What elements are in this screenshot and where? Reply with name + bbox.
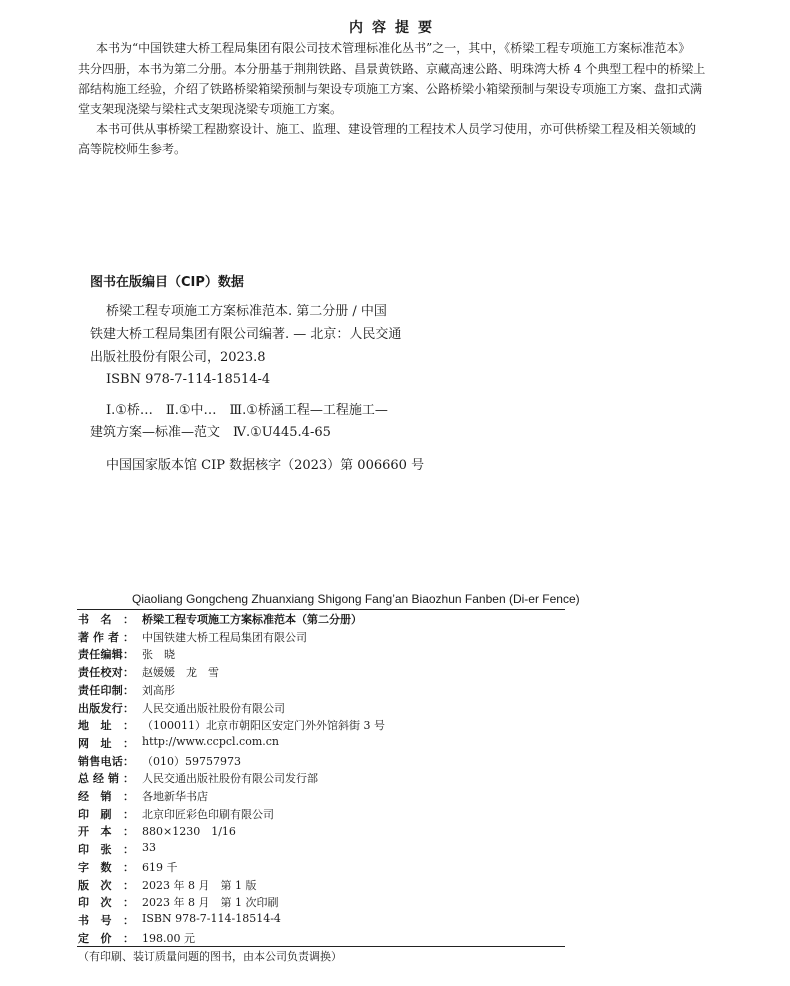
info-label: 责 任 编 辑 ：: [78, 648, 134, 662]
info-label: 网 址 ：: [78, 736, 134, 750]
info-label: 书 号 ：: [78, 913, 134, 927]
info-label: 印 刷 ：: [78, 807, 134, 821]
cip-number: 中国国家版本馆 CIP 数据核字（2023）第 006660 号: [106, 458, 425, 473]
summary-line: 本书为“中国铁建大桥工程局集团有限公司技术管理标准化丛书”之一，其中，《桥梁工程专项施工方案标准范本》: [96, 41, 691, 55]
info-value: （100011）北京市朝阳区安定门外外馆斜街 3 号: [142, 719, 385, 733]
info-label: 责 任 校 对 ：: [78, 666, 134, 680]
cip-entry-line: 桥梁工程专项施工方案标准范本. 第二分册 / 中国: [106, 304, 387, 319]
info-value: 198.00 元: [142, 931, 195, 945]
info-label: 出 版 发 行 ：: [78, 701, 134, 715]
info-value: http://www.ccpcl.com.cn: [142, 734, 280, 748]
summary-line: 堂支架现浇梁与梁柱式支架现浇梁专项施工方案。: [78, 102, 343, 116]
info-label: 版 次 ：: [78, 878, 134, 892]
info-label: 地 址 ：: [78, 719, 134, 733]
info-value: （010）59757973: [142, 754, 241, 768]
info-label: 开 本 ：: [78, 825, 134, 839]
info-value: 桥梁工程专项施工方案标准范本（第二分册）: [142, 613, 362, 626]
footnote: （有印刷、装订质量问题的图书，由本公司负责调换）: [78, 950, 342, 963]
info-label: 经 销 ：: [78, 790, 134, 803]
info-value: ISBN 978-7-114-18514-4: [142, 911, 281, 925]
info-value: 刘高彤: [142, 683, 175, 697]
info-label: 书 名 ：: [78, 613, 134, 626]
cip-entry-line: 出版社股份有限公司，2023.8: [90, 350, 266, 365]
summary-title: 内容提要: [349, 20, 441, 36]
info-value: 880×1230 1/16: [142, 825, 236, 839]
info-value: 人民交通出版社股份有限公司: [142, 701, 285, 715]
info-label: 总 经 销 ：: [78, 772, 134, 786]
info-value: 2023 年 8 月 第 1 次印刷: [142, 896, 279, 910]
info-value: 33: [142, 841, 156, 855]
info-value: 张 晓: [142, 648, 175, 662]
pinyin-title: Qiaoliang Gongcheng Zhuanxiang Shigong Fang’an Biaozhun Fanben (Di-er Fence): [132, 592, 580, 606]
summary-line: 本书可供从事桥梁工程勘察设计、施工、监理、建设管理的工程技术人员学习使用，亦可供桥梁工程及相关领域的: [96, 122, 697, 136]
bottom-rule: [77, 946, 565, 947]
info-value: 赵媛媛 龙 雪: [142, 666, 219, 680]
info-value: 2023 年 8 月 第 1 版: [142, 878, 257, 892]
info-value: 人民交通出版社股份有限公司发行部: [142, 772, 318, 786]
info-label: 定 价 ：: [78, 931, 134, 945]
info-label: 印 次 ：: [78, 896, 134, 910]
cip-entry-line: 铁建大桥工程局集团有限公司编著. — 北京：人民交通: [90, 327, 402, 342]
top-rule: [77, 609, 565, 610]
info-label: 责 任 印 制 ：: [78, 683, 134, 697]
summary-line: 部结构施工经验，介绍了铁路桥梁箱梁预制与架设专项施工方案、公路桥梁小箱梁预制与架设专项施工方案、盘扣式满: [78, 82, 703, 96]
info-value: 北京印匠彩色印刷有限公司: [142, 807, 274, 821]
cip-classification-line: Ⅰ.①桥… Ⅱ.①中… Ⅲ.①桥涵工程—工程施工—: [106, 403, 388, 418]
cip-classification-line: 建筑方案—标准—范文 Ⅳ.①U445.4-65: [90, 425, 331, 440]
cip-isbn-line: ISBN 978-7-114-18514-4: [106, 372, 271, 387]
summary-line: 共分四册，本书为第二分册。本分册基于荆荆铁路、昌景黄铁路、京藏高速公路、明珠湾大桥 4 个典型工程中的桥梁上: [78, 62, 706, 76]
info-label: 印 张 ：: [78, 843, 134, 857]
info-label: 字 数 ：: [78, 860, 134, 874]
info-value: 619 千: [142, 860, 178, 874]
info-value: 各地新华书店: [142, 790, 208, 803]
info-label: 著 作 者 ：: [78, 630, 134, 644]
summary-line: 高等院校师生参考。: [78, 142, 187, 156]
info-label: 销 售 电 话 ：: [78, 754, 134, 768]
cip-heading: 图书在版编目（CIP）数据: [90, 275, 244, 290]
info-value: 中国铁建大桥工程局集团有限公司: [142, 630, 307, 644]
